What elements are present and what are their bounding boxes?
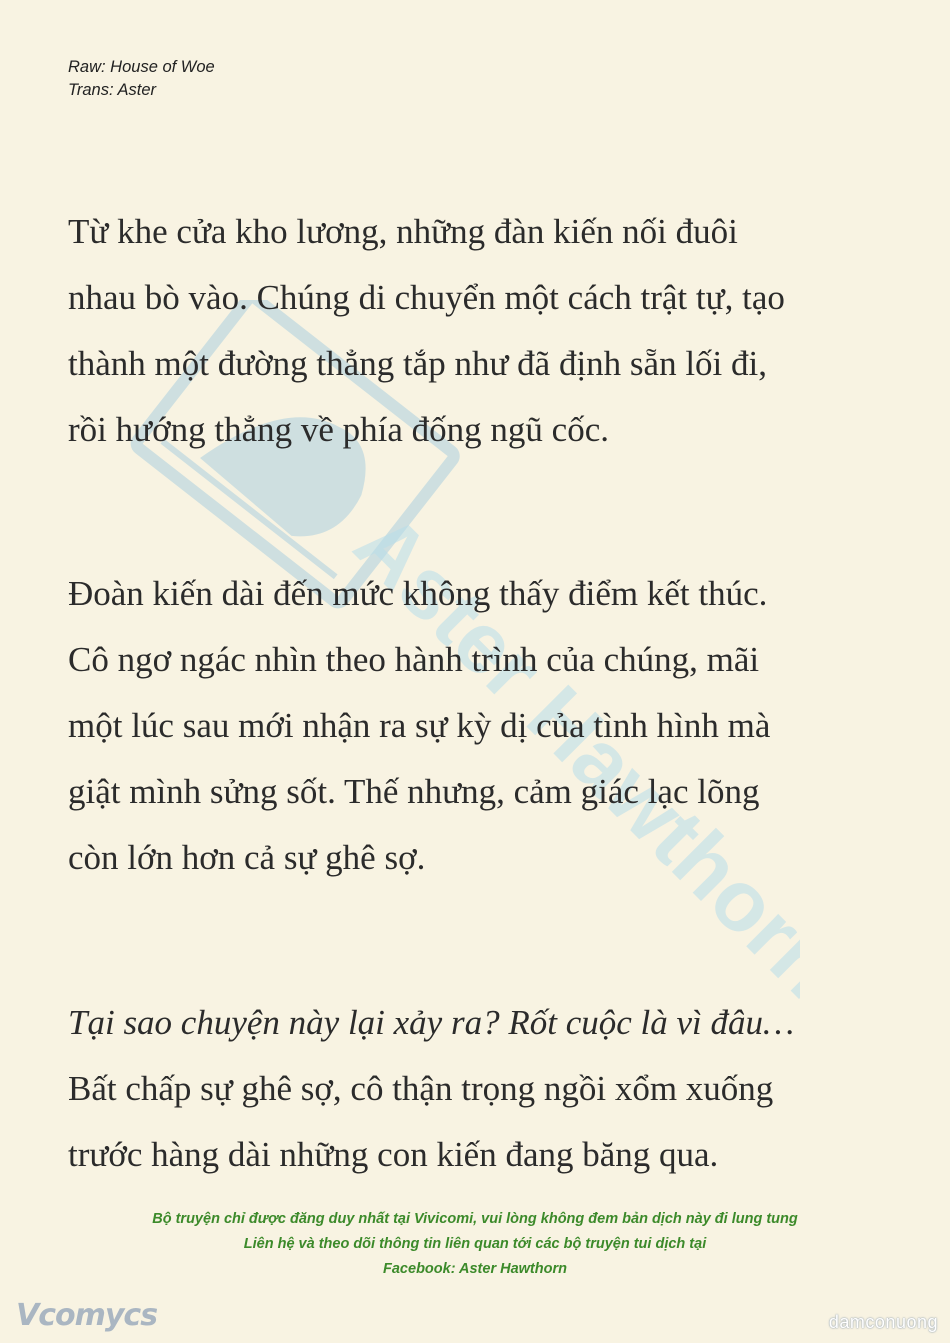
paragraph-1 (68, 199, 898, 463)
translator-notice (0, 1207, 950, 1282)
text-line: một lúc sau mới nhận ra sự kỳ dị của tình hình mà (68, 706, 771, 745)
italic-thought-line: Tại sao chuyện này lại xảy ra? Rốt cuộc là vì đâu… (68, 1003, 795, 1042)
text-line: thành một đường thẳng tắp như đã định sẵn lối đi, (68, 344, 768, 383)
text-line: Cô ngơ ngác nhìn theo hành trình của chúng, mãi (68, 640, 760, 679)
notice-line-3: Facebook: Aster Hawthorn (383, 1261, 567, 1277)
vcomycs-logo: Vcomycs (16, 1298, 158, 1333)
text-line: rồi hướng thẳng về phía đống ngũ cốc. (68, 410, 609, 449)
credit-raw: Raw: House of Woe (68, 58, 215, 76)
notice-line-1: Bộ truyện chỉ được đăng duy nhất tại Vivicomi, vui lòng không đem bản dịch này đi lung tung (152, 1211, 798, 1227)
text-line: Đoàn kiến dài đến mức không thấy điểm kết thúc. (68, 574, 768, 613)
paragraph-3 (68, 990, 898, 1188)
paragraph-2 (68, 561, 898, 891)
watermark-text: Aster Hawthorn (336, 495, 800, 1000)
text-line: còn lớn hơn cả sự ghê sợ. (68, 838, 426, 877)
text-line: trước hàng dài những con kiến đang băng qua. (68, 1135, 719, 1174)
text-line: giật mình sửng sốt. Thế nhưng, cảm giác lạc lõng (68, 772, 760, 811)
credits (68, 56, 215, 102)
notice-line-2: Liên hệ và theo dõi thông tin liên quan tới các bộ truyện tui dịch tại (243, 1236, 707, 1252)
text-line: Từ khe cửa kho lương, những đàn kiến nối đuôi (68, 212, 738, 251)
text-line: Bất chấp sự ghê sợ, cô thận trọng ngồi xổm xuống (68, 1069, 774, 1108)
credit-trans: Trans: Aster (68, 81, 157, 99)
text-line: nhau bò vào. Chúng di chuyển một cách trật tự, tạo (68, 278, 785, 317)
damconuong-logo: damconuong (828, 1312, 938, 1332)
